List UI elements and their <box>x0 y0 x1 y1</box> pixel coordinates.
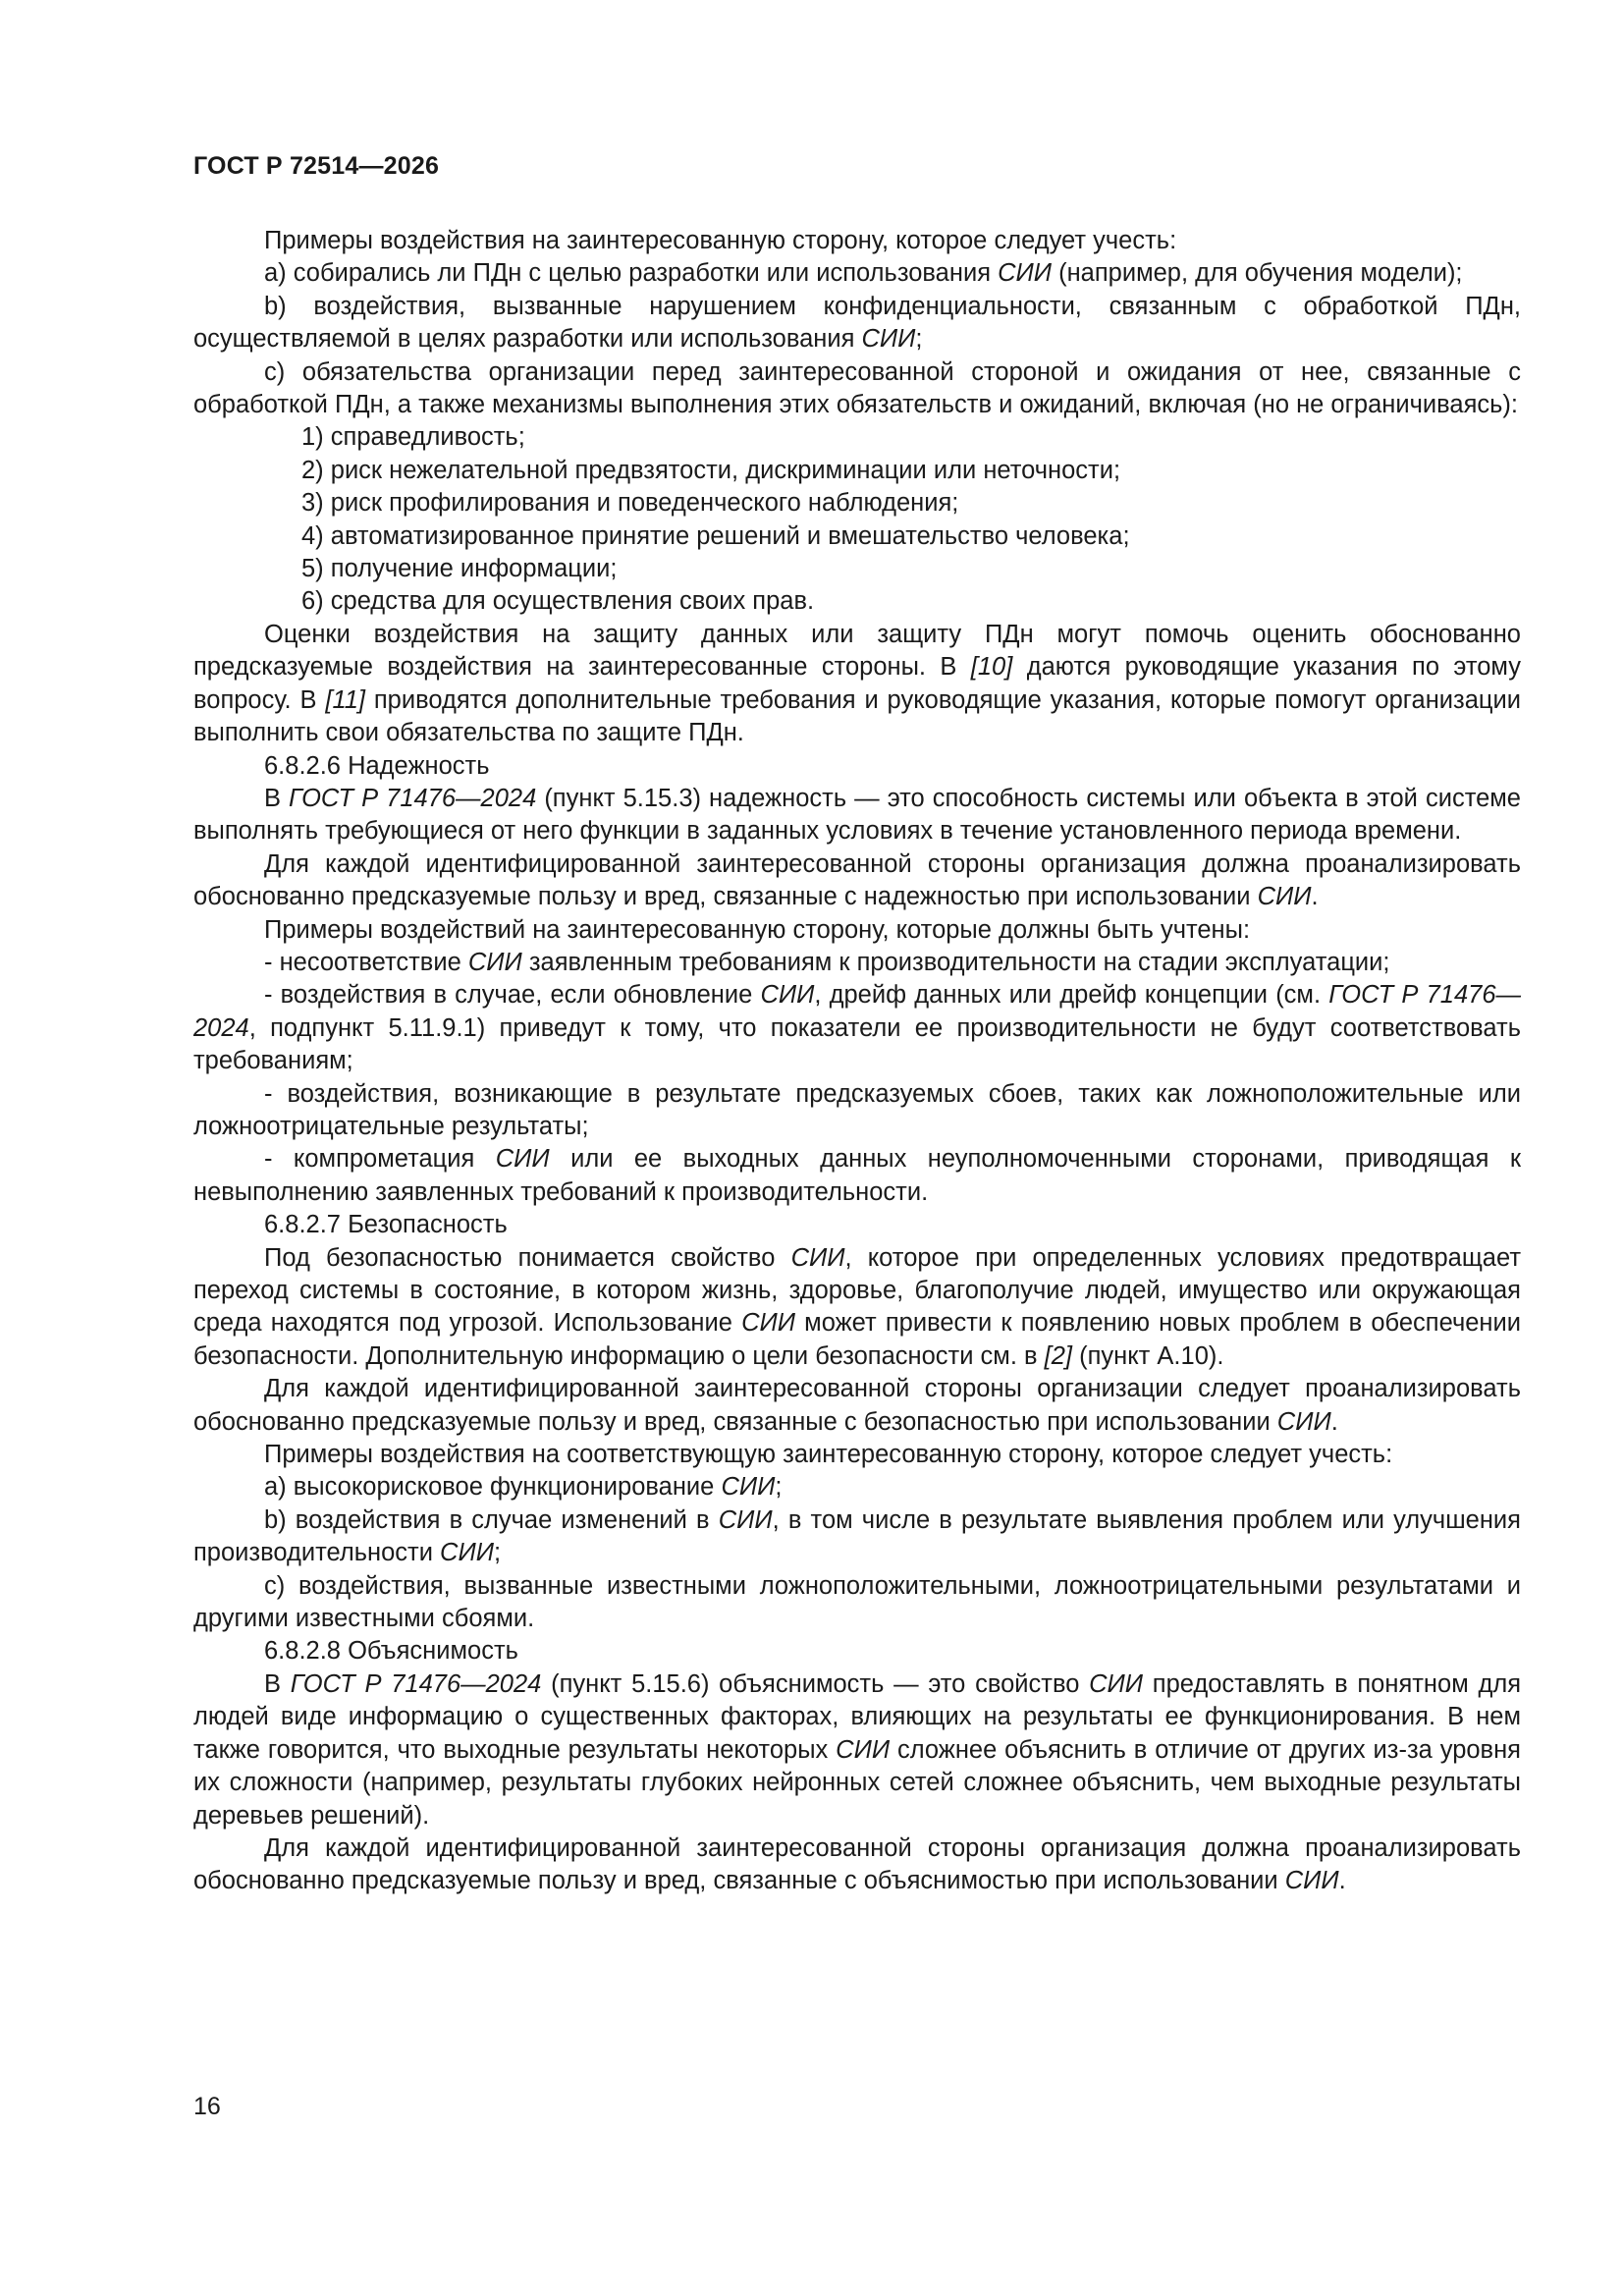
italic-run: [11] <box>325 685 365 714</box>
italic-run: СИИ <box>440 1539 494 1567</box>
list-item <box>193 455 1521 487</box>
text-run: (например, для обучения модели); <box>1052 259 1463 288</box>
text-run: (пункт 5.15.3) надежность — это способность системы или объекта в этой системе выполнять требующиеся от него функции в заданных условиях в течение установленного периода времени. <box>193 784 1521 846</box>
text-run: ; <box>915 325 923 354</box>
text-run: 6.8.2.7 Безопасность <box>264 1211 508 1239</box>
text-run: 4) автоматизированное принятие решений и вмешательство человека; <box>301 521 1130 550</box>
text-run: 2) риск нежелательной предвзятости, дискриминации или неточности; <box>301 456 1121 484</box>
paragraph <box>193 1570 1521 1636</box>
italic-run: [2] <box>1044 1341 1072 1370</box>
italic-run: СИИ <box>760 981 815 1010</box>
italic-run: СИИ <box>998 259 1052 288</box>
paragraph <box>193 1143 1521 1209</box>
italic-run: СИИ <box>790 1243 845 1272</box>
paragraph <box>193 1504 1521 1570</box>
text-run: . <box>1330 1407 1338 1436</box>
paragraph <box>193 979 1521 1077</box>
text-run: - несоответствие <box>264 948 468 976</box>
text-run: Примеры воздействия на соответствующую заинтересованную сторону, которое следует учесть: <box>264 1441 1393 1469</box>
list-item <box>193 520 1521 553</box>
paragraph <box>193 848 1521 914</box>
paragraph <box>193 1209 1521 1241</box>
italic-run: ГОСТ Р 71476—2024 <box>290 1669 542 1698</box>
text-run: (пункт А.10). <box>1072 1341 1224 1370</box>
italic-run: СИИ <box>1284 1867 1339 1895</box>
italic-run: СИИ <box>861 325 916 354</box>
text-run: Примеры воздействия на заинтересованную сторону, которое следует учесть: <box>264 227 1177 254</box>
italic-run: СИИ <box>467 948 522 976</box>
list-item <box>193 421 1521 454</box>
text-run: b) воздействия в случае изменений в <box>264 1505 719 1534</box>
text-run: Для каждой идентифицированной заинтересованной стороны организация должна проанализировать обоснованно предсказуемые пользу и вред, связанные с объяснимостью при использовании <box>193 1833 1521 1895</box>
paragraph <box>193 1832 1521 1898</box>
text-run: . <box>1338 1867 1346 1895</box>
text-run: 6.8.2.8 Объяснимость <box>264 1637 518 1666</box>
text-run: может привести к появлению новых проблем в обеспечении безопасности. Дополнительную информацию о цели безопасности см. в <box>193 1309 1521 1370</box>
text-run: Для каждой идентифицированной заинтересованной стороны организации следует проанализировать обоснованно предсказуемые пользу и вред, связанные с безопасностью при использовании <box>193 1375 1521 1436</box>
italic-run: СИИ <box>1257 883 1312 911</box>
italic-run: СИИ <box>495 1145 550 1174</box>
text-run: сложнее объяснить в отличие от других из-за уровня их сложности (например, результаты глубоких нейронных сетей сложнее объяснить, чем выходные результаты деревьев решений). <box>193 1735 1521 1830</box>
paragraph <box>193 356 1521 422</box>
text-run: даются руководящие указания по этому вопросу. В <box>193 653 1521 714</box>
text-run: 3) риск профилирования и поведенческого наблюдения; <box>301 489 959 518</box>
text-run: - воздействия в случае, если обновление <box>264 981 761 1010</box>
text-run: В <box>264 784 290 812</box>
paragraph <box>193 291 1521 356</box>
paragraph <box>193 619 1521 750</box>
paragraph <box>193 1635 1521 1667</box>
text-run: a) высокорисковое функционирование <box>264 1473 722 1502</box>
text-run: . <box>1311 883 1319 911</box>
paragraph <box>193 1439 1521 1471</box>
italic-run: СИИ <box>1276 1407 1331 1436</box>
paragraph <box>193 1078 1521 1144</box>
paragraph <box>193 257 1521 290</box>
paragraph <box>193 1471 1521 1503</box>
text-run: 6) средства для осуществления своих прав. <box>301 587 815 616</box>
text-run: , которое при определенных условиях предотвращает переход системы в состояние, в котором жизнь, здоровье, благополучие людей, имущество или окружающая среда находятся под угрозой. Использование <box>193 1243 1521 1338</box>
text-run: предоставлять в понятном для людей виде информацию о существенных факторах, влияющих на результаты ее функционирования. В нем также говорится, что выходные результаты некоторых <box>193 1669 1522 1764</box>
text-run: ; <box>493 1539 502 1567</box>
text-run: , в том числе в результате выявления проблем или улучшения производительности <box>193 1505 1521 1567</box>
text-run: Оценки воздействия на защиту данных или защиту ПДн могут помочь оценить обоснованно предсказуемые воздействия на заинтересованные стороны. В <box>193 620 1521 682</box>
paragraph <box>193 750 1521 783</box>
text-run: , подпункт 5.11.9.1) приведут к тому, что показатели ее производительности не будут соответствовать требованиям; <box>193 1013 1521 1075</box>
paragraph <box>193 1668 1521 1832</box>
text-run: c) воздействия, вызванные известными ложноположительными, ложноотрицательными результатами и другими известными сбоями. <box>193 1571 1521 1633</box>
page-number: 16 <box>193 2093 221 2120</box>
paragraph <box>193 1373 1521 1439</box>
text-run: (пункт 5.15.6) объяснимость — это свойство <box>541 1669 1090 1698</box>
text-run: или ее выходных данных неуполномоченными сторонами, приводящая к невыполнению заявленных требований к производительности. <box>193 1145 1521 1206</box>
text-run: приводятся дополнительные требования и руководящие указания, которые помогут организации выполнить свои обязательства по защите ПДн. <box>193 685 1521 747</box>
text-run: В <box>264 1669 291 1698</box>
italic-run: ГОСТ Р 71476—2024 <box>193 981 1522 1042</box>
italic-run: СИИ <box>718 1505 773 1534</box>
text-run: - воздействия, возникающие в результате предсказуемых сбоев, таких как ложноположительные или ложноотрицательные результаты; <box>193 1079 1521 1140</box>
paragraph <box>193 783 1521 848</box>
italic-run: [10] <box>970 653 1013 682</box>
text-run: Примеры воздействий на заинтересованную сторону, которые должны быть учтены: <box>264 915 1251 944</box>
text-run: Для каждой идентифицированной заинтересованной стороны организация должна проанализировать обоснованно предсказуемые пользу и вред, связанные с надежностью при использовании <box>193 849 1521 911</box>
italic-run: СИИ <box>741 1309 795 1338</box>
text-run: Под безопасностью понимается свойство <box>264 1243 791 1272</box>
text-run: заявленным требованиям к производительности на стадии эксплуатации; <box>521 948 1390 976</box>
text-run: a) собирались ли ПДн с целью разработки или использования <box>264 259 999 288</box>
document-body <box>193 225 1521 1898</box>
paragraph <box>193 225 1521 257</box>
paragraph <box>193 1242 1521 1374</box>
paragraph <box>193 914 1521 947</box>
text-run: c) обязательства организации перед заинтересованной стороной и ожидания от нее, связанные с обработкой ПДн, а также механизмы выполнения этих обязательств и ожиданий, включая (но не ограничиваясь): <box>193 357 1521 419</box>
text-run: , дрейф данных или дрейф концепции (см. <box>814 981 1329 1010</box>
italic-run: СИИ <box>1089 1669 1144 1698</box>
text-run: b) воздействия, вызванные нарушением конфиденциальности, связанным с обработкой ПДн, осуществляемой в целях разработки или использования <box>193 292 1521 354</box>
list-item <box>193 585 1521 618</box>
document-header: ГОСТ Р 72514—2026 <box>193 152 440 180</box>
text-run: 5) получение информации; <box>301 555 618 583</box>
text-run: - компрометация <box>264 1145 496 1174</box>
text-run: ; <box>775 1473 783 1502</box>
italic-run: СИИ <box>721 1473 776 1502</box>
list-item <box>193 487 1521 519</box>
text-run: 6.8.2.6 Надежность <box>264 751 490 780</box>
italic-run: ГОСТ Р 71476—2024 <box>289 784 537 812</box>
italic-run: СИИ <box>836 1735 891 1764</box>
paragraph <box>193 947 1521 979</box>
list-item <box>193 553 1521 585</box>
text-run: 1) справедливость; <box>301 423 525 452</box>
